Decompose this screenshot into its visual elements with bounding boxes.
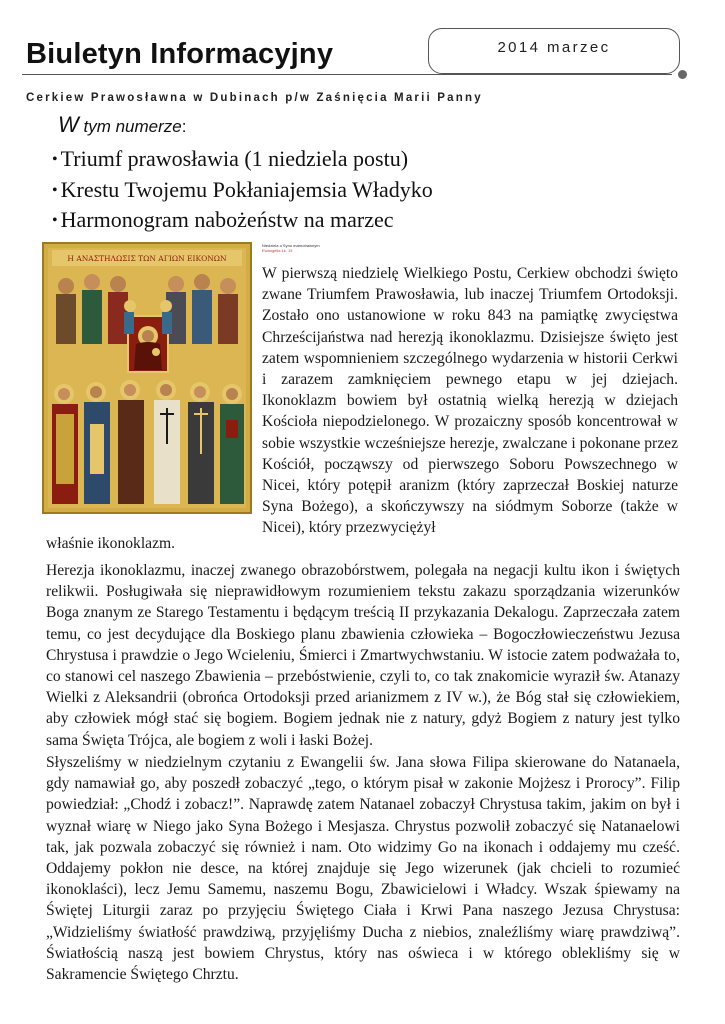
icon-caption-line: Niedziela o Synu marnotrawnym bbox=[262, 243, 320, 248]
contents-item-label: Triumf prawosławia (1 niedziela postu) bbox=[60, 146, 409, 171]
article-paragraph: Herezja ikonoklazmu, inaczej zwanego obrazobórstwem, polegała na negacji kultu ikon i świętych relikwii. Posługiwała się nieprawidłowym rozumieniem tekstu zakazu sporządzania wizerunków Boga znanym ze Starego Testamentu i będącym treścią II przykazania Dekalogu. Zaprzeczała zatem temu, co jest decydujące dla Boskiego planu zbawienia człowieka – Bogoczłowieczeństwu Jezusa Chrystusa i prawdzie o Jego Wcieleniu, Śmierci i Zmartwychwstaniu. W istocie zatem podważała to, co stanowi cel naszego Zbawienia – przebóstwienie, czyli to, co tak znakomicie wyraził św. Atanazy Wielki z Aleksandrii (obrońca Ortodoksji przed arianizmem z IV w.), że Bóg stał się człowiekiem, aby człowiek mógł stać się bogiem. Bogiem jednak nie z natury, gdyż Bogiem z natury jest tylko sama Święta Trójca, ale bogiem z woli i łaski Bożej. bbox=[46, 562, 680, 749]
header-rule-dot bbox=[678, 70, 687, 79]
contents-item-label: Krestu Twojemu Pokłaniajemsia Władyko bbox=[60, 176, 433, 202]
date-box bbox=[428, 28, 680, 74]
bullet-icon: • bbox=[52, 151, 58, 168]
parish-name: Cerkiew Prawosławna w Dubinach p/w Zaśnięcia Marii Panny bbox=[26, 92, 483, 104]
article-paragraph: Słyszeliśmy w niedzielnym czytaniu z Ewangelii św. Jana słowa Filipa skierowane do Natanaela, gdy namawiał go, aby poszedł zobaczyć „tego, o którym pisał w zakonie Mojżesz i Prorocy”. Filip powiedział: „Chodź i zobacz!”. Naprawdę zatem Natanael zobaczył Chrystusa takim, jakim on był i wyznał wiarę w Niego jako Syna Bożego i Mesjasza. Chrystus pozwolił zobaczyć się Natanaelowi tak, jak pozwala zobaczyć się również i nam. Oto widzimy Go na ikonach i oddajemy mu cześć. Oddajemy pokłon nie desce, na której znajduje się Jego wizerunek (jak chcieli to rozumieć ikonoklaści), lecz Jemu Samemu, naszemu Bogu, Zbawicielowi i Władcy. Wszak śpiewamy na Świętej Liturgii zaraz po przyjęciu Świętego Ciała i Krwi Pana naszego Jezusa Chrystusa: „Widzieliśmy światłość prawdziwą, przyjęliśmy Ducha z niebios, znaleźliśmy wiarę prawdziwą”. Światłością naszą jest bowiem Chrystus, który nas oświeca i w którego oblekliśmy się w Sakramencie Świętego Chrztu. bbox=[46, 754, 680, 984]
contents-intro-text: tym numerze bbox=[78, 117, 182, 136]
triumph-of-orthodoxy-icon-image bbox=[42, 242, 252, 514]
article-paragraph: W pierwszą niedzielę Wielkiego Postu, Cerkiew obchodzi święto zwane Triumfem Prawosławia, lub inaczej Triumfem Ortodoksji. Zostało ono ustanowione w roku 843 na pamiątkę zwycięstwa Chrześcijaństwa nad herezją ikonoklazmu. Dzisiejsze święto jest zatem wspomnieniem szczególnego wydarzenia w historii Cerkwi i zarazem zamknięciem pewnego etapu w jej dziejach. Ikonoklazm bowiem był ostatnią wielką herezją w dziejach Kościoła niepodzielonego. W prozaiczny sposób koncentrował w sobie wszystkie wcześniejsze herezje, zwalczane i pokonane przez Kościół, począwszy od pierwszego Soboru Powszechnego w Nicei, który potępił aranizm (który zaprzeczał Boskiej naturze Syna Bożego), a skończywszy na siódmym Soborze (także w Nicei), który przezwyciężył bbox=[262, 265, 678, 537]
bulletin-title: Biuletyn Informacyjny bbox=[26, 38, 334, 70]
header-rule bbox=[22, 74, 672, 75]
contents-item bbox=[52, 175, 433, 206]
contents-list bbox=[52, 144, 433, 236]
contents-item bbox=[52, 144, 433, 175]
bullet-icon: • bbox=[52, 212, 58, 229]
icon-illustration bbox=[44, 244, 250, 512]
icon-inscription: Η ΑΝΑΣΤΗΛΩΣΙΣ ΤΩΝ ΑΓΙΩΝ ΕΙΚΟΝΩΝ bbox=[67, 254, 227, 263]
icon-caption-line: Ewangelia Łk. 15 bbox=[262, 248, 293, 253]
contents-intro bbox=[58, 112, 186, 138]
icon-caption bbox=[262, 243, 320, 253]
article-paragraph-end: właśnie ikonoklazm. bbox=[46, 535, 176, 552]
contents-item bbox=[52, 205, 433, 236]
bullet-icon: • bbox=[52, 181, 58, 199]
contents-intro-initial: W bbox=[58, 112, 79, 137]
contents-intro-colon: : bbox=[181, 117, 187, 136]
issue-date: 2014 marzec bbox=[497, 39, 611, 56]
contents-item-label: Harmonogram nabożeństw na marzec bbox=[60, 207, 394, 232]
